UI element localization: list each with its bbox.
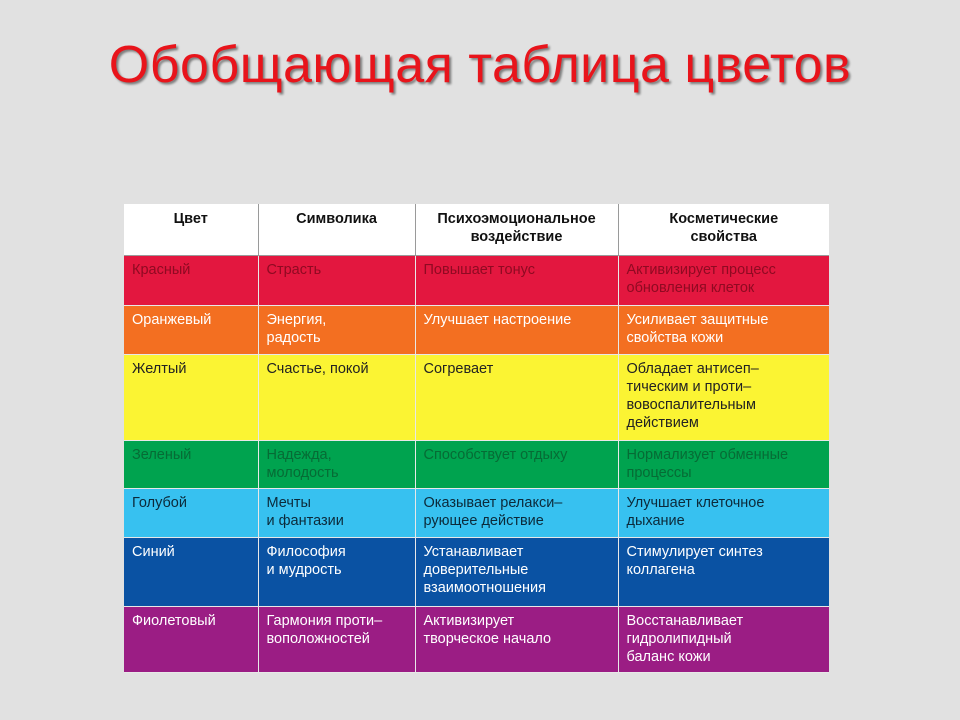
cell-color: Желтый: [124, 354, 258, 440]
cell-cosmetic: Усиливает защитные свойства кожи: [618, 305, 829, 354]
cell-cosmetic: Активизирует процесс обновления клеток: [618, 255, 829, 305]
cell-symbolism: Надежда, молодость: [258, 440, 415, 488]
table-row-light-blue: [124, 488, 829, 537]
cell-symbolism: Мечты и фантазии: [258, 488, 415, 537]
cell-color: Голубой: [124, 488, 258, 537]
cell-effect: Улучшает настроение: [415, 305, 618, 354]
cell-effect: Устанавливает доверительные взаимоотношения: [415, 537, 618, 606]
header-color: Цвет: [124, 204, 258, 255]
cell-symbolism: Страсть: [258, 255, 415, 305]
cell-symbolism: Философия и мудрость: [258, 537, 415, 606]
cell-symbolism: Энергия, радость: [258, 305, 415, 354]
cell-effect: Оказывает релакси– рующее действие: [415, 488, 618, 537]
table-row-orange: [124, 305, 829, 354]
cell-symbolism: Счастье, покой: [258, 354, 415, 440]
table-header-row: [124, 204, 829, 255]
cell-symbolism: Гармония проти– воположностей: [258, 606, 415, 672]
page-title: Обобщающая таблица цветов: [108, 36, 852, 94]
cell-cosmetic: Восстанавливает гидролипидный баланс кожи: [618, 606, 829, 672]
cell-cosmetic: Улучшает клеточное дыхание: [618, 488, 829, 537]
cell-effect: Согревает: [415, 354, 618, 440]
cell-color: Синий: [124, 537, 258, 606]
cell-color: Зеленый: [124, 440, 258, 488]
cell-effect: Активизирует творческое начало: [415, 606, 618, 672]
cell-color: Красный: [124, 255, 258, 305]
cell-effect: Способствует отдыху: [415, 440, 618, 488]
table-row-red: [124, 255, 829, 305]
cell-cosmetic: Обладает антисеп– тическим и проти– вовоспалительным действием: [618, 354, 829, 440]
table-row-blue: [124, 537, 829, 606]
cell-color: Оранжевый: [124, 305, 258, 354]
cell-color: Фиолетовый: [124, 606, 258, 672]
table-row-yellow: [124, 354, 829, 440]
cell-cosmetic: Нормализует обменные процессы: [618, 440, 829, 488]
cell-cosmetic: Стимулирует синтез коллагена: [618, 537, 829, 606]
header-symbolism: Символика: [258, 204, 415, 255]
header-cosmetic-properties: Косметические свойства: [618, 204, 829, 255]
cell-effect: Повышает тонус: [415, 255, 618, 305]
table-row-violet: [124, 606, 829, 672]
table-row-green: [124, 440, 829, 488]
header-psycho-effect: Психоэмоциональное воздействие: [415, 204, 618, 255]
color-summary-table: [124, 204, 829, 673]
